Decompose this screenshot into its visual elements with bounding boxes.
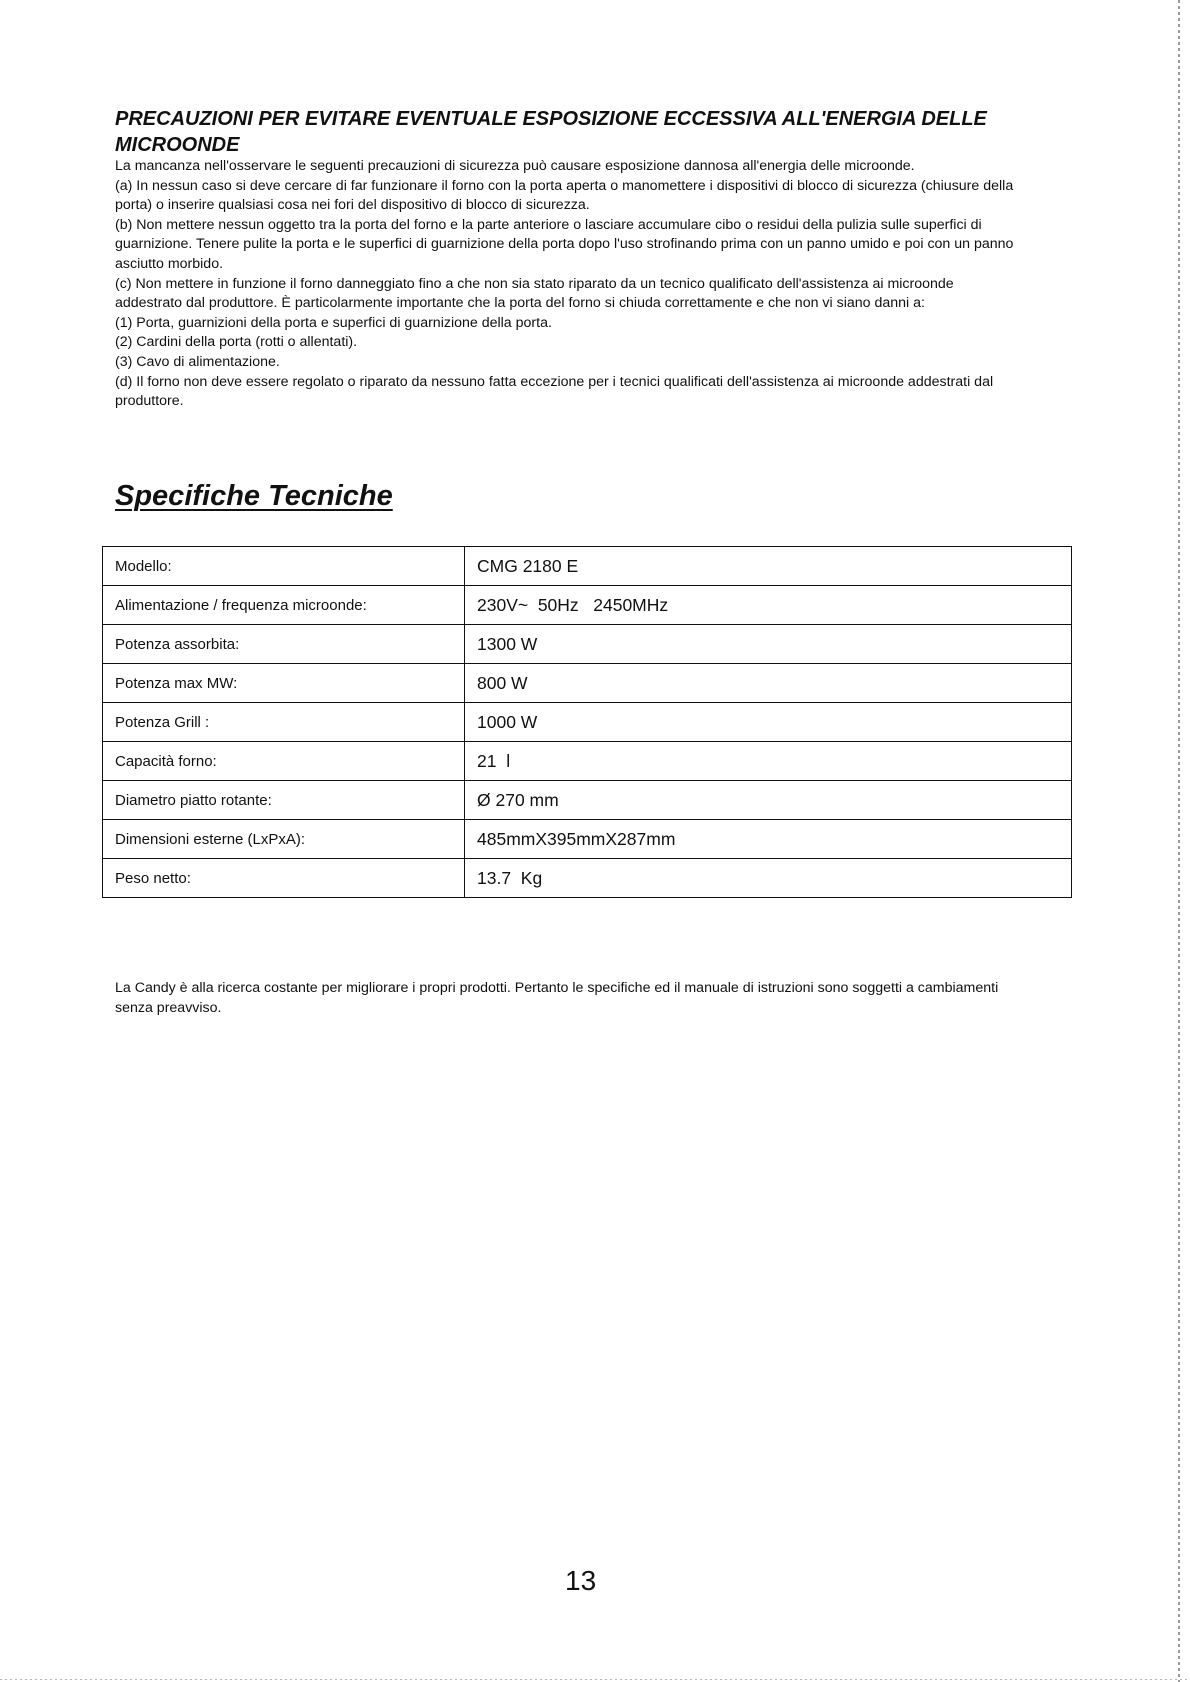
specs-title: Specifiche Tecniche xyxy=(115,480,393,512)
spec-value: 1300 W xyxy=(465,625,1072,664)
spec-value: 13.7 Kg xyxy=(465,859,1072,898)
spec-label: Peso netto: xyxy=(103,859,465,898)
table-row xyxy=(103,703,1072,742)
table-row xyxy=(103,547,1072,586)
scan-edge xyxy=(1178,0,1180,1682)
precautions-heading: PRECAUZIONI PER EVITARE EVENTUALE ESPOSIZIONE ECCESSIVA ALL'ENERGIA DELLE MICROONDE xyxy=(115,108,987,156)
specs-table xyxy=(102,546,1072,898)
precaution-c: (c) Non mettere in funzione il forno danneggiato fino a che non sia stato riparato da un tecnico qualificato dell'assistenza ai microonde addestrato dal produttore. È particolarmente importante che la porta del forno si chiuda correttamente e che non vi siano danni a: xyxy=(115,275,954,312)
table-row xyxy=(103,742,1072,781)
spec-label: Alimentazione / frequenza microonde: xyxy=(103,586,465,625)
spec-value: 230V~ 50Hz 2450MHz xyxy=(465,586,1072,625)
spec-value: 21 l xyxy=(465,742,1072,781)
spec-label: Capacità forno: xyxy=(103,742,465,781)
spec-value: 1000 W xyxy=(465,703,1072,742)
scan-bottom-edge xyxy=(0,1679,1190,1680)
spec-value: CMG 2180 E xyxy=(465,547,1072,586)
precaution-c-2: (2) Cardini della porta (rotti o allentati). xyxy=(115,334,358,351)
spec-label: Modello: xyxy=(103,547,465,586)
page-number: 13 xyxy=(565,1565,597,1596)
precaution-c-3: (3) Cavo di alimentazione. xyxy=(115,353,280,370)
precaution-a: (a) In nessun caso si deve cercare di far funzionare il forno con la porta aperta o manomettere i dispositivi di blocco di sicurezza (chiusure della porta) o inserire qualsiasi cosa nei fori del dispositivo di blocco di sicurezza. xyxy=(115,177,1014,214)
spec-label: Potenza max MW: xyxy=(103,664,465,703)
spec-label: Potenza assorbita: xyxy=(103,625,465,664)
spec-value: 800 W xyxy=(465,664,1072,703)
table-row xyxy=(103,859,1072,898)
table-row xyxy=(103,586,1072,625)
precaution-d: (d) Il forno non deve essere regolato o riparato da nessuno fatta eccezione per i tecnici qualificati dell'assistenza ai microonde addestrati dal produttore. xyxy=(115,373,994,410)
table-row xyxy=(103,625,1072,664)
table-row xyxy=(103,664,1072,703)
spec-label: Potenza Grill : xyxy=(103,703,465,742)
table-row xyxy=(103,820,1072,859)
spec-value: 485mmX395mmX287mm xyxy=(465,820,1072,859)
precautions-intro: La mancanza nell'osservare le seguenti precauzioni di sicurezza può causare esposizione dannosa all'energia delle microonde. xyxy=(115,158,915,174)
spec-value: Ø 270 mm xyxy=(465,781,1072,820)
disclaimer-note: La Candy è alla ricerca costante per migliorare i propri prodotti. Pertanto le specifiche ed il manuale di istruzioni sono soggetti a cambiamenti senza preavviso. xyxy=(115,980,999,1016)
precaution-b: (b) Non mettere nessun oggetto tra la porta del forno e la parte anteriore o lasciare accumulare cibo o residui della pulizia sulle superfici di guarnizione. Tenere pulite la porta e le superfici di guarnizione della porta dopo l'uso strofinando prima con un panno umido e poi con un panno asciutto morbido. xyxy=(115,216,1014,272)
table-row xyxy=(103,781,1072,820)
precaution-c-1: (1) Porta, guarnizioni della porta e superfici di guarnizione della porta. xyxy=(115,314,552,331)
precautions-body xyxy=(115,157,1015,412)
spec-label: Diametro piatto rotante: xyxy=(103,781,465,820)
spec-label: Dimensioni esterne (LxPxA): xyxy=(103,820,465,859)
